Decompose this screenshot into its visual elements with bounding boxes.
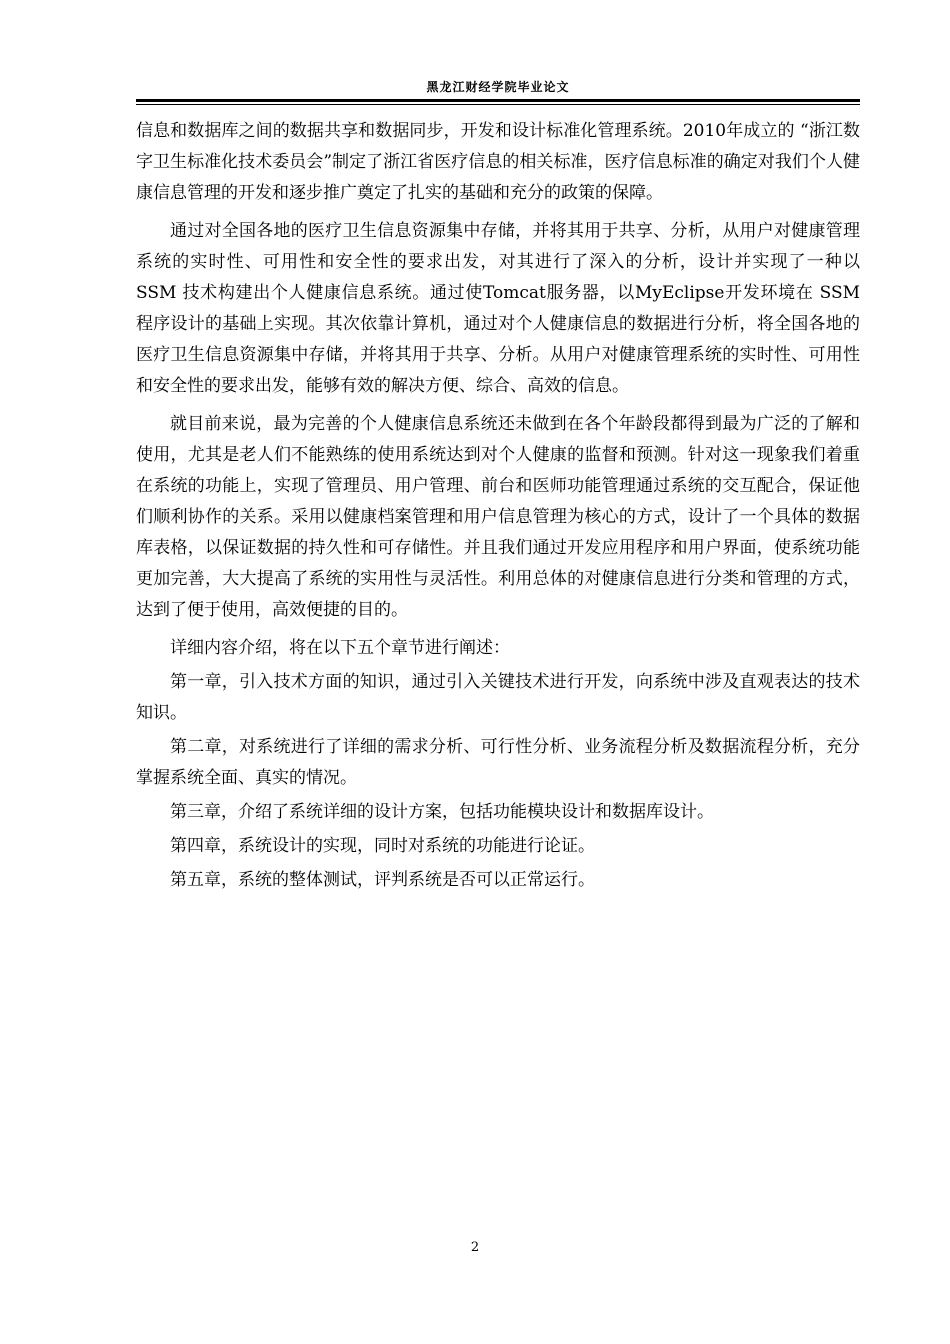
page-number: 2 (470, 1240, 480, 1255)
paragraph-chapter-3: 第三章，介绍了系统详细的设计方案，包括功能模块设计和数据库设计。 (170, 802, 714, 822)
paragraph-chapter-4: 第四章，系统设计的实现，同时对系统的功能进行论证。 (170, 836, 595, 856)
header-rule-thick (136, 99, 860, 102)
paragraph-current-status: 就目前来说，最为完善的个人健康信息系统还未做到在各个年龄段都得到最为广泛的了解和使用，尤其是老人们不能熟练的使用系统达到对个人健康的监督和预测。针对这一现象我们着重在系统的功能上，实现了管理员、用户管理、前台和医师功能管理通过系统的交互配合，保证他们顺利协作的关系。采用以健康档案管理和用户信息管理为核心的方式，设计了一个具体的数据库表格，以保证数据的持久性和可存储性。并且我们通过开发应用程序和用户界面，使系统功能更加完善，大大提高了系统的实用性与灵活性。利用总体的对健康信息进行分类和管理的方式，达到了便于使用，高效便捷的目的。 (136, 414, 860, 620)
paragraph-chapter-2: 第二章，对系统进行了详细的需求分析、可行性分析、业务流程分析及数据流程分析，充分掌握系统全面、真实的情况。 (136, 737, 860, 788)
paragraph-chapter-intro: 详细内容介绍，将在以下五个章节进行阐述： (170, 638, 510, 658)
document-body (136, 116, 860, 899)
paragraph-system-overview: 通过对全国各地的医疗卫生信息资源集中存储，并将其用于共享、分析，从用户对健康管理系统的实时性、可用性和安全性的要求出发，对其进行了深入的分析，设计并实现了一种以 SSM 技术构建出个人健康信息系统。通过使Tomcat服务器，以MyEclipse开发环境在 SSM 程序设计的基础上实现。其次依靠计算机，通过对个人健康信息的数据进行分析，将全国各地的医疗卫生信息资源集中存储，并将其用于共享、分析。从用户对健康管理系统的实时性、可用性和安全性的要求出发，能够有效的解决方便、综合、高效的信息。 (136, 221, 860, 396)
paragraph-chapter-5: 第五章，系统的整体测试，评判系统是否可以正常运行。 (170, 870, 595, 890)
page-header-title: 黑龙江财经学院毕业论文 (426, 80, 570, 94)
paragraph-continuation: 信息和数据库之间的数据共享和数据同步，开发和设计标准化管理系统。2010年成立的 “浙江数字卫生标准化技术委员会”制定了浙江省医疗信息的相关标准，医疗信息标准的确定对我们个人健康信息管理的开发和逐步推广奠定了扎实的基础和充分的政策的保障。 (136, 121, 860, 203)
header-rule-thin (136, 104, 860, 105)
paragraph-chapter-1: 第一章，引入技术方面的知识，通过引入关键技术进行开发，向系统中涉及直观表达的技术知识。 (136, 672, 860, 723)
